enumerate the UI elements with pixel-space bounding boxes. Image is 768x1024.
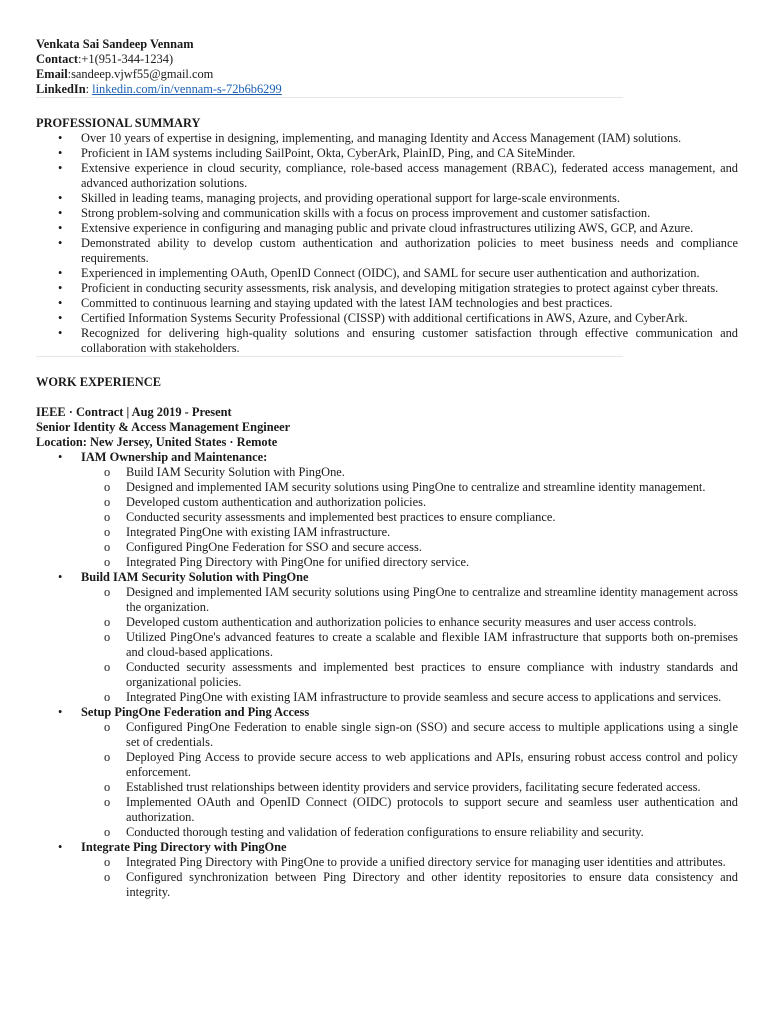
job-group bbox=[36, 840, 738, 900]
job-location: Location: New Jersey, United States · Remote bbox=[36, 435, 278, 449]
job-group-items bbox=[81, 465, 738, 570]
linkedin-separator: : bbox=[85, 82, 93, 96]
summary-item: • Proficient in conducting security assessments, risk analysis, and developing mitigation strategies to protect against cyber threats. bbox=[36, 281, 738, 296]
job-group-title: • Integrate Ping Directory with PingOne bbox=[81, 840, 287, 854]
job-group-title: • Build IAM Security Solution with PingOne bbox=[81, 570, 309, 584]
summary-item: • Strong problem-solving and communication skills with a focus on process improvement and customer satisfaction. bbox=[36, 206, 738, 221]
experience-title: WORK EXPERIENCE bbox=[36, 375, 161, 389]
email-label: Email bbox=[36, 67, 68, 81]
contact-header bbox=[36, 37, 738, 97]
summary-item: • Proficient in IAM systems including SailPoint, Okta, CyberArk, PlainID, Ping, and CA SiteMinder. bbox=[36, 146, 738, 161]
resume-page bbox=[36, 37, 738, 900]
job-duty-item: o Build IAM Security Solution with PingOne. bbox=[81, 465, 738, 480]
summary-list bbox=[36, 131, 738, 356]
summary-item: • Over 10 years of expertise in designing, implementing, and managing Identity and Access Management (IAM) solutions. bbox=[36, 131, 738, 146]
job-group-title: • IAM Ownership and Maintenance: bbox=[81, 450, 268, 464]
summary-item: • Certified Information Systems Security Professional (CISSP) with additional certifications in AWS, Azure, and CyberArk. bbox=[36, 311, 738, 326]
contact-value: :+1(951-344-1234) bbox=[77, 52, 174, 66]
job-duty-item: o Implemented OAuth and OpenID Connect (OIDC) protocols to support secure and seamless user authentication and authorization. bbox=[81, 795, 738, 825]
job-duty-item: o Deployed Ping Access to provide secure access to web applications and APIs, ensuring robust access control and policy enforcement. bbox=[81, 750, 738, 780]
job-duty-item: o Utilized PingOne's advanced features to create a scalable and flexible IAM infrastructure that supports both on-premises and cloud-based applications. bbox=[81, 630, 738, 660]
job-duty-item: o Designed and implemented IAM security solutions using PingOne to centralize and streamline identity management. bbox=[81, 480, 738, 495]
summary-item: • Demonstrated ability to develop custom authentication and authorization policies to meet business needs and compliance requirements. bbox=[36, 236, 738, 266]
contact-line bbox=[36, 52, 738, 67]
email-line bbox=[36, 67, 738, 82]
summary-item: • Committed to continuous learning and staying updated with the latest IAM technologies and best practices. bbox=[36, 296, 738, 311]
job-duty-item: o Developed custom authentication and authorization policies. bbox=[81, 495, 738, 510]
summary-item: • Extensive experience in cloud security, compliance, role-based access management (RBAC), federated access management, and advanced authorization solutions. bbox=[36, 161, 738, 191]
job-duty-item: o Integrated PingOne with existing IAM infrastructure to provide seamless and secure access to applications and services. bbox=[81, 690, 738, 705]
job-group-items bbox=[81, 855, 738, 900]
summary-item: • Skilled in leading teams, managing projects, and providing operational support for large-scale environments. bbox=[36, 191, 738, 206]
job-groups bbox=[36, 450, 738, 900]
summary-item: • Recognized for delivering high-quality solutions and ensuring customer satisfaction through effective communication and collaboration with stakeholders. bbox=[36, 326, 738, 356]
job-duty-item: o Integrated PingOne with existing IAM infrastructure. bbox=[81, 525, 738, 540]
job-duty-item: o Conducted security assessments and implemented best practices to ensure compliance. bbox=[81, 510, 738, 525]
linkedin-label: LinkedIn bbox=[36, 82, 86, 96]
job-company-line: IEEE · Contract | Aug 2019 - Present bbox=[36, 405, 232, 419]
contact-label: Contact bbox=[36, 52, 78, 66]
job-duty-item: o Developed custom authentication and authorization policies to enhance security measures and user access controls. bbox=[81, 615, 738, 630]
job-duty-item: o Configured synchronization between Ping Directory and other identity repositories to ensure data consistency and integrity. bbox=[81, 870, 738, 900]
job-duty-item: o Designed and implemented IAM security solutions using PingOne to centralize and streamline identity management across the organization. bbox=[81, 585, 738, 615]
job-group bbox=[36, 570, 738, 705]
job-duty-item: o Conducted thorough testing and validation of federation configurations to ensure reliability and security. bbox=[81, 825, 738, 840]
candidate-name: Venkata Sai Sandeep Vennam bbox=[36, 37, 194, 51]
job-group-items bbox=[81, 585, 738, 705]
job-duty-item: o Integrated Ping Directory with PingOne to provide a unified directory service for managing user identities and attributes. bbox=[81, 855, 738, 870]
job-duty-item: o Configured PingOne Federation for SSO and secure access. bbox=[81, 540, 738, 555]
job-duty-item: o Established trust relationships between identity providers and service providers, facilitating secure federated access. bbox=[81, 780, 738, 795]
email-value: :sandeep.vjwf55@gmail.com bbox=[67, 67, 214, 81]
summary-item: • Experienced in implementing OAuth, OpenID Connect (OIDC), and SAML for secure user authentication and authorization. bbox=[36, 266, 738, 281]
job-group-items bbox=[81, 720, 738, 840]
job-group bbox=[36, 450, 738, 570]
summary-title: PROFESSIONAL SUMMARY bbox=[36, 116, 201, 130]
job-duty-item: o Integrated Ping Directory with PingOne for unified directory service. bbox=[81, 555, 738, 570]
job-duty-item: o Configured PingOne Federation to enable single sign-on (SSO) and secure access to multiple applications using a single set of credentials. bbox=[81, 720, 738, 750]
linkedin-link[interactable]: linkedin.com/in/vennam-s-72b6b6299 bbox=[92, 82, 282, 96]
job-group bbox=[36, 705, 738, 840]
job-group-title: • Setup PingOne Federation and Ping Access bbox=[81, 705, 310, 719]
job-duty-item: o Conducted security assessments and implemented best practices to ensure compliance with industry standards and organizational policies. bbox=[81, 660, 738, 690]
job-role: Senior Identity & Access Management Engineer bbox=[36, 420, 291, 434]
summary-item: • Extensive experience in configuring and managing public and private cloud infrastructures utilizing AWS, GCP, and Azure. bbox=[36, 221, 738, 236]
linkedin-line bbox=[36, 82, 738, 97]
